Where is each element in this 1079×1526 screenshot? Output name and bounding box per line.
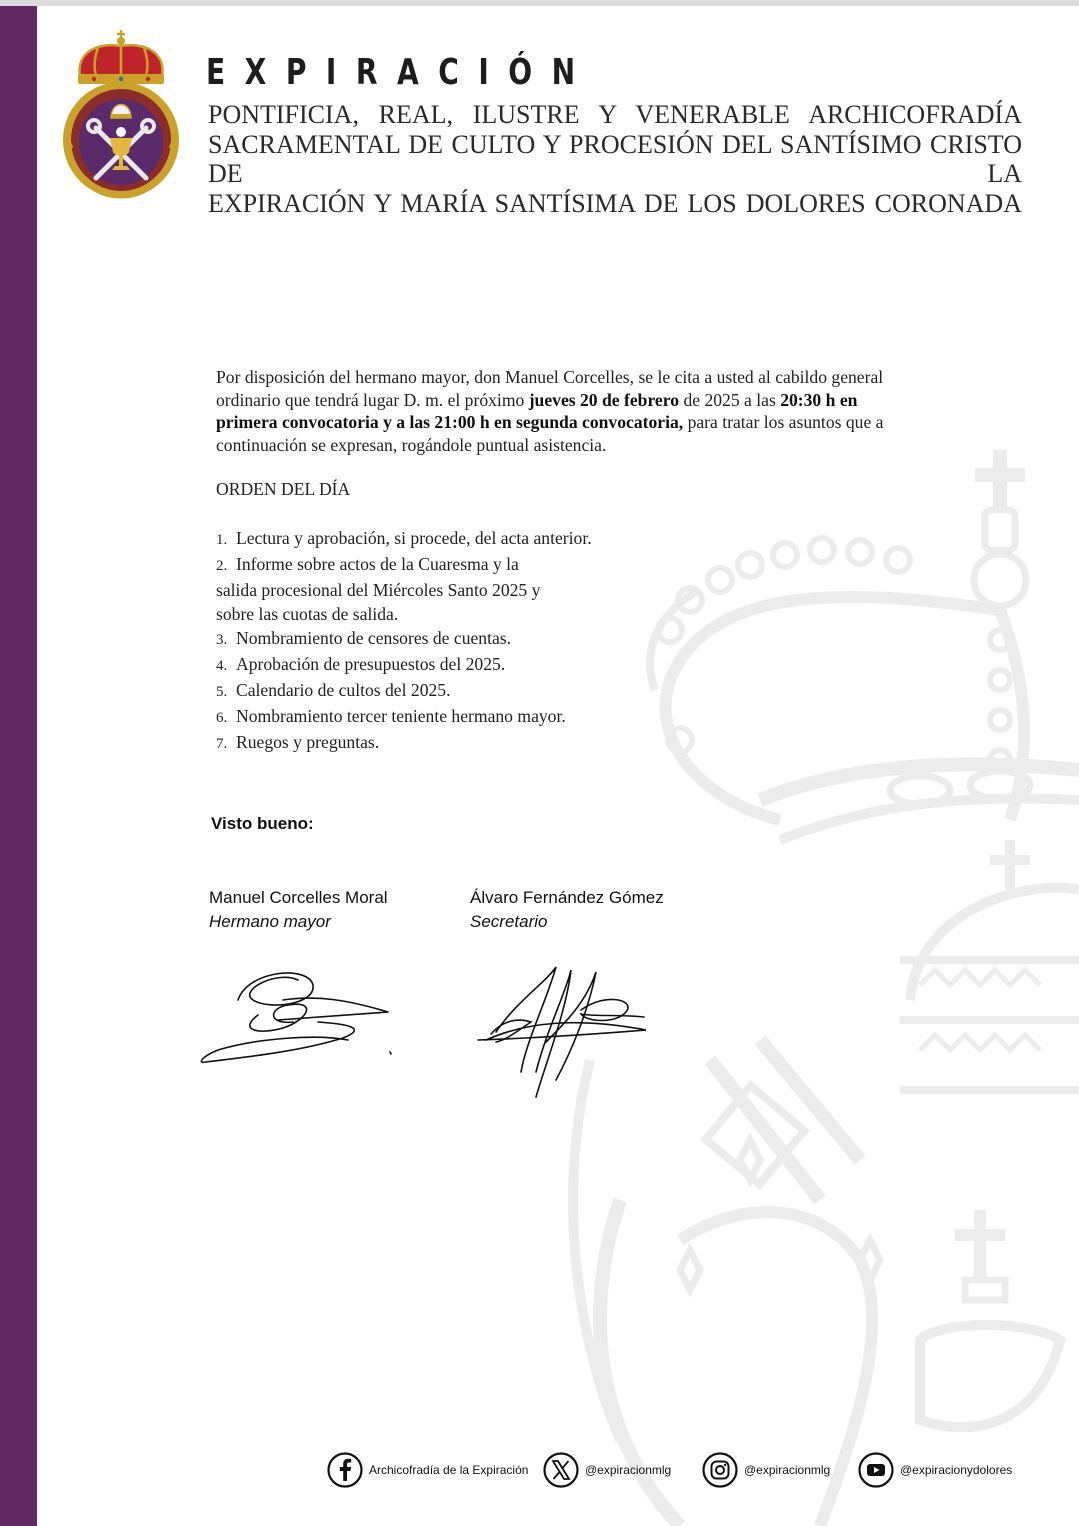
- agenda-item-number: 5.: [216, 684, 228, 700]
- agenda-item-number: 6.: [216, 710, 228, 726]
- signer-role: Secretario: [470, 912, 548, 931]
- agenda-item: [216, 730, 592, 756]
- purple-sidebar-band: [0, 6, 37, 1526]
- paragraph-text-2: de 2025 a las: [679, 389, 781, 410]
- agenda-heading: ORDEN DEL DÍA: [216, 479, 351, 499]
- signature-secretario: [476, 962, 656, 1102]
- agenda-item-text: Ruegos y preguntas.: [236, 732, 380, 752]
- youtube-link[interactable]: [858, 1450, 1012, 1490]
- x-link[interactable]: [543, 1450, 671, 1490]
- facebook-link[interactable]: [327, 1450, 528, 1490]
- agenda-item-text: Nombramiento de censores de cuentas.: [236, 628, 512, 648]
- agenda-item-number: 4.: [216, 658, 228, 674]
- agenda-item: [216, 652, 592, 678]
- youtube-icon: [858, 1452, 894, 1488]
- signer-hermano-mayor: [209, 886, 388, 934]
- facebook-label: Archicofradía de la Expiración: [369, 1463, 529, 1477]
- agenda-item: [216, 678, 592, 704]
- paragraph-text-3: para tratar los asuntos que a continuación se expresan, rogándole puntual asistencia.: [216, 412, 884, 456]
- agenda-item-number: 2.: [216, 558, 228, 574]
- agenda-item-text: salida procesional del Miércoles Santo 2025 y: [216, 580, 541, 600]
- signer-role: Hermano mayor: [209, 912, 331, 931]
- convocation-paragraph: [216, 366, 922, 457]
- agenda-item-number: 7.: [216, 736, 228, 752]
- agenda-item-text: Aprobación de presupuestos del 2025.: [236, 654, 506, 674]
- top-border: [0, 0, 1079, 6]
- agenda-list: [216, 526, 592, 756]
- signer-secretario: [470, 886, 664, 934]
- signature-hermano-mayor: [198, 960, 398, 1070]
- brotherhood-full-name: [208, 100, 1022, 218]
- youtube-label: @expiracionydolores: [900, 1463, 1013, 1477]
- meeting-date: jueves 20 de febrero: [528, 389, 680, 410]
- instagram-link[interactable]: [702, 1450, 830, 1490]
- agenda-item-text: Calendario de cultos del 2025.: [236, 680, 451, 700]
- approval-label: Visto bueno:: [211, 814, 314, 833]
- agenda-item-text: Nombramiento tercer teniente hermano mayor.: [236, 706, 566, 726]
- meeting-times: 20:30 h en primera convocatoria y a las 21:00 h en segunda convocatoria,: [216, 389, 858, 433]
- agenda-item-text: Informe sobre actos de la Cuaresma y la: [236, 554, 519, 574]
- paragraph-text-1: Por disposición del hermano mayor, don Manuel Corcelles, se le cita a usted al cabildo general ordinario que tendrá lugar D. m. el próximo: [216, 367, 884, 410]
- instagram-label: @expiracionmlg: [744, 1463, 831, 1477]
- x-icon: [543, 1452, 579, 1488]
- subtitle-line-2: SACRAMENTAL DE CULTO Y PROCESIÓN DEL SANTÍSIMO CRISTO DE LA: [208, 129, 1022, 188]
- subtitle-line-3: EXPIRACIÓN Y MARÍA SANTÍSIMA DE LOS DOLORES CORONADA: [208, 188, 1022, 218]
- agenda-item-number: 3.: [216, 632, 228, 648]
- subtitle-line-1: PONTIFICIA, REAL, ILUSTRE Y VENERABLE ARCHICOFRADÍA: [208, 100, 1022, 129]
- archicofradia-crest-logo: [58, 28, 184, 204]
- agenda-item-text: Lectura y aprobación, si procede, del acta anterior.: [236, 528, 592, 548]
- brotherhood-title: EXPIRACIÓN: [206, 52, 595, 93]
- agenda-item: [216, 626, 592, 652]
- signer-name: Álvaro Fernández Gómez: [470, 888, 664, 907]
- x-label: @expiracionmlg: [585, 1463, 672, 1477]
- agenda-item-continuation: [216, 602, 592, 626]
- signer-name: Manuel Corcelles Moral: [209, 888, 388, 907]
- agenda-item: [216, 552, 592, 578]
- agenda-item-text: sobre las cuotas de salida.: [216, 604, 399, 624]
- agenda-item-number: 1.: [216, 532, 228, 548]
- instagram-icon: [702, 1452, 738, 1488]
- agenda-item-continuation: [216, 578, 592, 602]
- facebook-icon: [327, 1452, 363, 1488]
- agenda-item: [216, 526, 592, 552]
- agenda-item: [216, 704, 592, 730]
